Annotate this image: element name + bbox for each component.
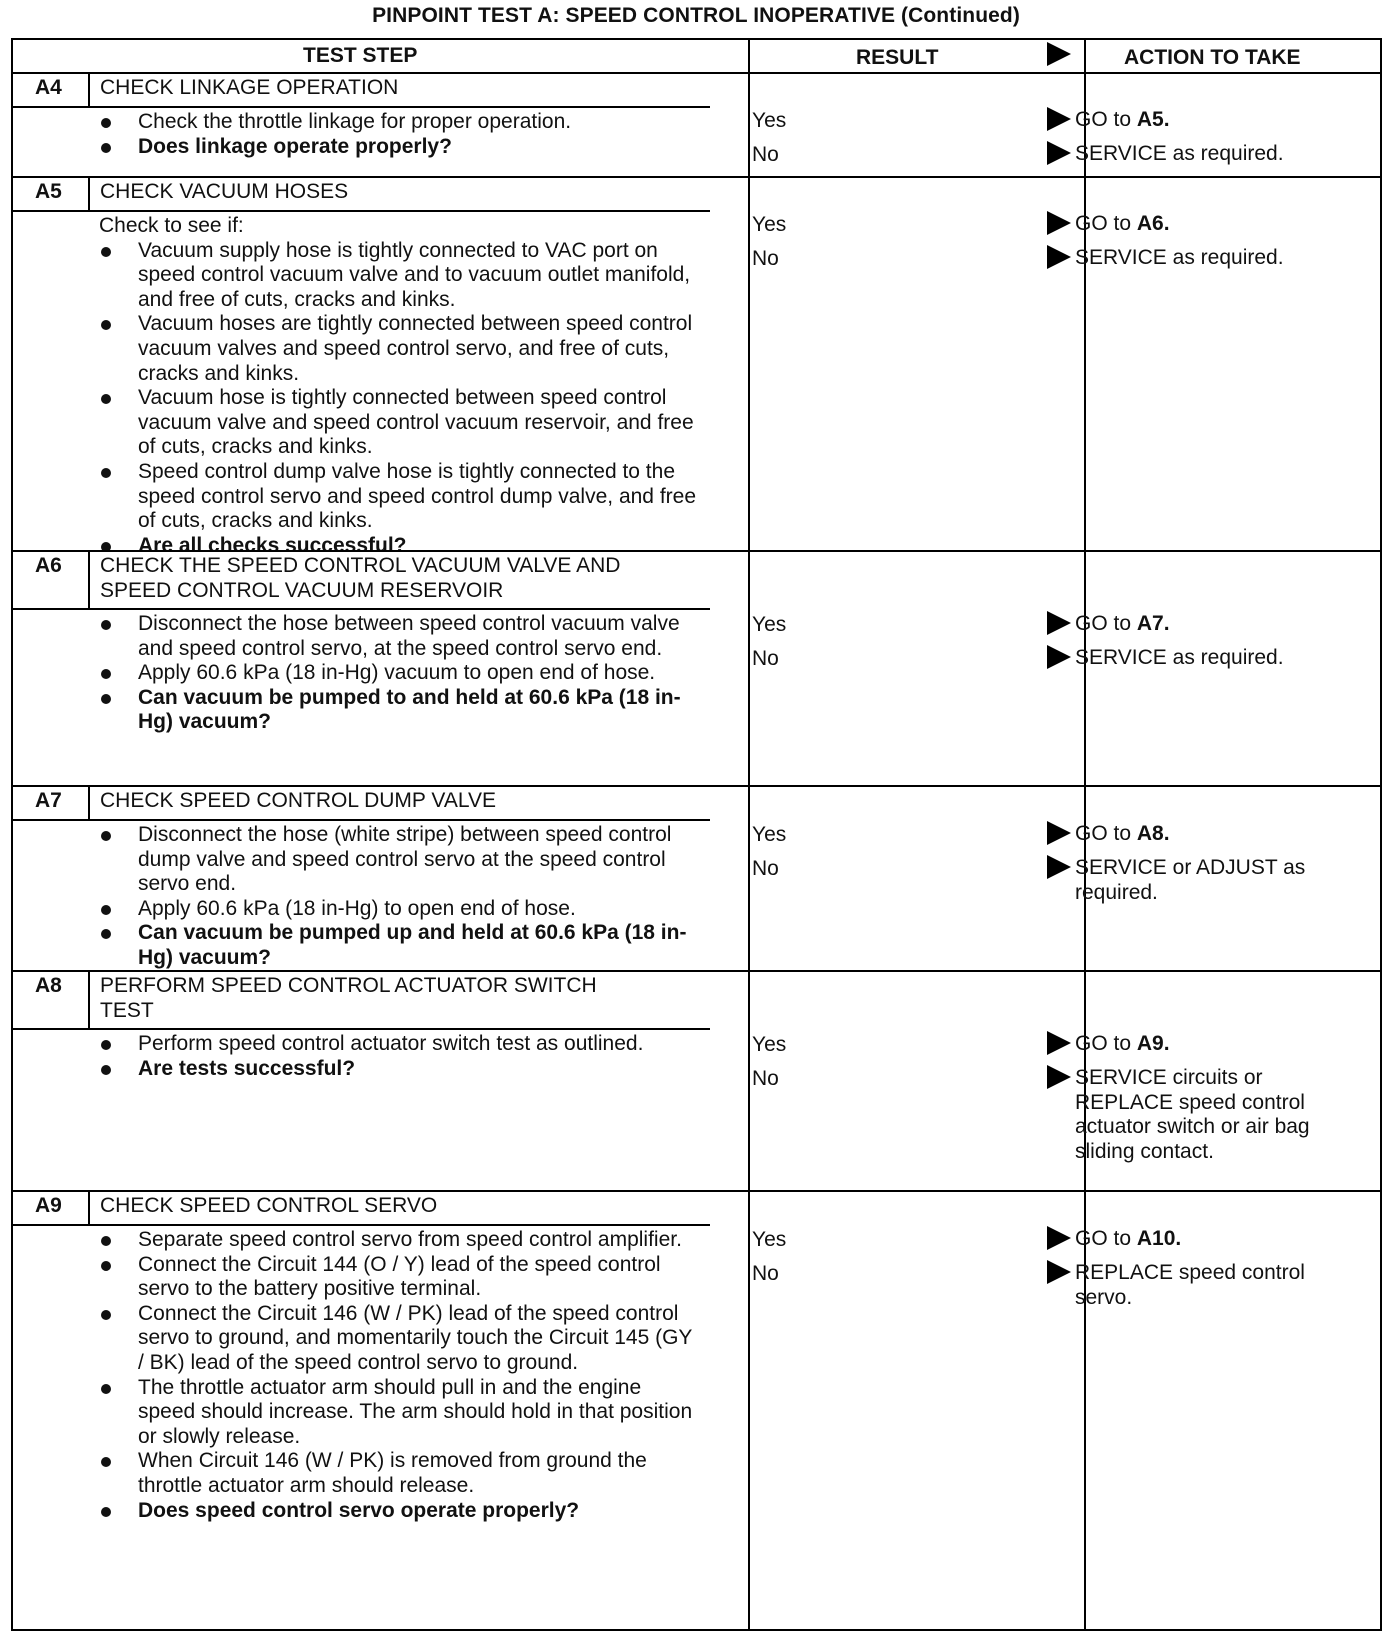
header-divider xyxy=(13,72,1380,74)
action-prefix: GO to xyxy=(1075,1032,1137,1055)
step-question: Are tests successful? xyxy=(99,1057,699,1082)
result-yes: Yes xyxy=(752,823,787,846)
step-id: A8 xyxy=(35,974,62,997)
instruction-item: Connect the Circuit 146 (W / PK) lead of the speed control servo to ground, and momentarily touch the Circuit 145 (GY / BK) lead of the speed control servo to ground. xyxy=(99,1302,699,1376)
step-id-divider xyxy=(88,176,90,210)
action-prefix: GO to xyxy=(1075,822,1137,845)
step-question: Are all checks successful? xyxy=(99,534,699,559)
step-id: A9 xyxy=(35,1194,62,1217)
step-title xyxy=(100,788,720,813)
result-yes: Yes xyxy=(752,213,787,236)
step-title-line: CHECK THE SPEED CONTROL VACUUM VALVE AND xyxy=(100,554,621,577)
step-title-underline xyxy=(13,1028,710,1030)
action-prefix: GO to xyxy=(1075,212,1137,235)
arrow-icon xyxy=(1047,821,1071,845)
instruction-item: Perform speed control actuator switch test as outlined. xyxy=(99,1032,699,1057)
arrow-icon xyxy=(1047,1065,1071,1089)
header-test-step: TEST STEP xyxy=(303,44,418,67)
step-title-underline xyxy=(13,608,710,610)
action-no: REPLACE speed control servo. xyxy=(1075,1261,1305,1309)
instruction-item: Apply 60.6 kPa (18 in-Hg) to open end of hose. xyxy=(99,897,699,922)
action-yes xyxy=(1075,1227,1353,1252)
header-arrow-icon xyxy=(1047,42,1071,66)
instruction-item: Disconnect the hose (white stripe) between speed control dump valve and speed control servo at the speed control servo end. xyxy=(99,823,699,897)
arrow-icon xyxy=(1047,855,1071,879)
page-title: PINPOINT TEST A: SPEED CONTROL INOPERATIVE (Continued) xyxy=(372,4,1020,27)
step-title-line: CHECK LINKAGE OPERATION xyxy=(100,76,399,99)
instruction-item: Disconnect the hose between speed control vacuum valve and speed control servo, at the speed control servo end. xyxy=(99,612,699,661)
step-title-line: TEST xyxy=(100,999,154,1022)
instruction-item: Apply 60.6 kPa (18 in-Hg) vacuum to open end of hose. xyxy=(99,661,699,686)
action-step-ref: A6. xyxy=(1136,212,1170,235)
step-title-underline xyxy=(13,1224,710,1226)
step-question: Can vacuum be pumped to and held at 60.6 kPa (18 in-Hg) vacuum? xyxy=(99,686,699,735)
step-title-underline xyxy=(13,210,710,212)
step-id: A7 xyxy=(35,789,62,812)
step-instructions xyxy=(99,612,699,735)
instruction-item: Speed control dump valve hose is tightly connected to the speed control servo and speed control dump valve, and free of cuts, cracks and kinks. xyxy=(99,460,699,534)
step-title-underline xyxy=(13,106,710,108)
action-step-ref: A10. xyxy=(1136,1227,1182,1250)
arrow-icon xyxy=(1047,611,1071,635)
step-title xyxy=(100,75,720,100)
arrow-icon xyxy=(1047,1226,1071,1250)
instruction-item: Vacuum hose is tightly connected between speed control vacuum valve and speed control vacuum reservoir, and free of cuts, cracks and kinks. xyxy=(99,386,699,460)
step-title-line: CHECK VACUUM HOSES xyxy=(100,180,349,203)
instruction-item: Check the throttle linkage for proper operation. xyxy=(99,110,699,135)
step-id: A5 xyxy=(35,180,62,203)
step-intro: Check to see if: xyxy=(99,214,244,237)
pinpoint-test-table xyxy=(11,38,1382,1631)
step-id: A4 xyxy=(35,76,62,99)
action-prefix: GO to xyxy=(1075,612,1137,635)
result-no: No xyxy=(752,857,779,880)
step-question: Does linkage operate properly? xyxy=(99,135,699,160)
step-id-divider xyxy=(88,550,90,608)
instruction-item: Vacuum hoses are tightly connected between speed control vacuum valves and speed control servo, and free of cuts, cracks and kinks. xyxy=(99,312,699,386)
action-no: SERVICE as required. xyxy=(1075,646,1284,669)
result-no: No xyxy=(752,247,779,270)
step-question: Does speed control servo operate properly? xyxy=(99,1499,699,1524)
result-no: No xyxy=(752,647,779,670)
row-divider xyxy=(13,785,1380,787)
step-id-divider xyxy=(88,72,90,106)
instruction-item: Vacuum supply hose is tightly connected to VAC port on speed control vacuum valve and to vacuum outlet manifold, and free of cuts, cracks and kinks. xyxy=(99,239,699,313)
result-no: No xyxy=(752,143,779,166)
step-id: A6 xyxy=(35,554,62,577)
action-yes xyxy=(1075,108,1353,133)
action-no: SERVICE as required. xyxy=(1075,246,1284,269)
step-instructions xyxy=(99,1228,699,1523)
header-result: RESULT xyxy=(856,46,939,69)
step-title xyxy=(100,1193,720,1218)
arrow-icon xyxy=(1047,645,1071,669)
result-yes: Yes xyxy=(752,109,787,132)
result-yes: Yes xyxy=(752,1033,787,1056)
action-prefix: GO to xyxy=(1075,1227,1137,1250)
arrow-icon xyxy=(1047,245,1071,269)
arrow-icon xyxy=(1047,107,1071,131)
arrow-icon xyxy=(1047,1031,1071,1055)
result-no: No xyxy=(752,1262,779,1285)
action-yes xyxy=(1075,1032,1353,1057)
step-title-line: SPEED CONTROL VACUUM RESERVOIR xyxy=(100,579,504,602)
arrow-icon xyxy=(1047,1260,1071,1284)
row-divider xyxy=(13,550,1380,552)
action-step-ref: A8. xyxy=(1136,822,1170,845)
row-divider xyxy=(13,176,1380,178)
instruction-item: Separate speed control servo from speed control amplifier. xyxy=(99,1228,699,1253)
step-title-line: CHECK SPEED CONTROL DUMP VALVE xyxy=(100,789,496,812)
action-no: SERVICE or ADJUST as required. xyxy=(1075,856,1306,904)
header-action: ACTION TO TAKE xyxy=(1124,46,1301,69)
step-title xyxy=(100,973,720,1023)
step-title-line: CHECK SPEED CONTROL SERVO xyxy=(100,1194,438,1217)
row-divider xyxy=(13,1190,1380,1192)
step-instructions xyxy=(99,823,699,971)
step-instructions xyxy=(99,1032,699,1081)
arrow-icon xyxy=(1047,141,1071,165)
action-yes xyxy=(1075,822,1353,847)
step-title xyxy=(100,553,720,603)
step-instructions xyxy=(99,214,699,558)
col-divider-result xyxy=(748,40,750,1629)
action-step-ref: A7. xyxy=(1136,612,1170,635)
action-yes xyxy=(1075,612,1353,637)
action-no: SERVICE as required. xyxy=(1075,142,1284,165)
instruction-item: Connect the Circuit 144 (O / Y) lead of the speed control servo to the battery positive terminal. xyxy=(99,1253,699,1302)
action-yes xyxy=(1075,212,1353,237)
step-title xyxy=(100,179,720,204)
step-id-divider xyxy=(88,970,90,1028)
result-yes: Yes xyxy=(752,1228,787,1251)
step-instructions xyxy=(99,110,699,159)
step-id-divider xyxy=(88,785,90,819)
instruction-item: The throttle actuator arm should pull in and the engine speed should increase. The arm should hold in that position or slowly release. xyxy=(99,1376,699,1450)
step-id-divider xyxy=(88,1190,90,1224)
action-prefix: GO to xyxy=(1075,108,1137,131)
action-step-ref: A5. xyxy=(1136,108,1170,131)
instruction-item: When Circuit 146 (W / PK) is removed from ground the throttle actuator arm should release. xyxy=(99,1449,699,1498)
action-no: SERVICE circuits or REPLACE speed control actuator switch or air bag sliding contact. xyxy=(1075,1066,1310,1163)
result-no: No xyxy=(752,1067,779,1090)
step-question: Can vacuum be pumped up and held at 60.6 kPa (18 in-Hg) vacuum? xyxy=(99,921,699,970)
arrow-icon xyxy=(1047,211,1071,235)
result-yes: Yes xyxy=(752,613,787,636)
step-title-underline xyxy=(13,819,710,821)
step-title-line: PERFORM SPEED CONTROL ACTUATOR SWITCH xyxy=(100,974,597,997)
row-divider xyxy=(13,970,1380,972)
action-step-ref: A9. xyxy=(1136,1032,1170,1055)
